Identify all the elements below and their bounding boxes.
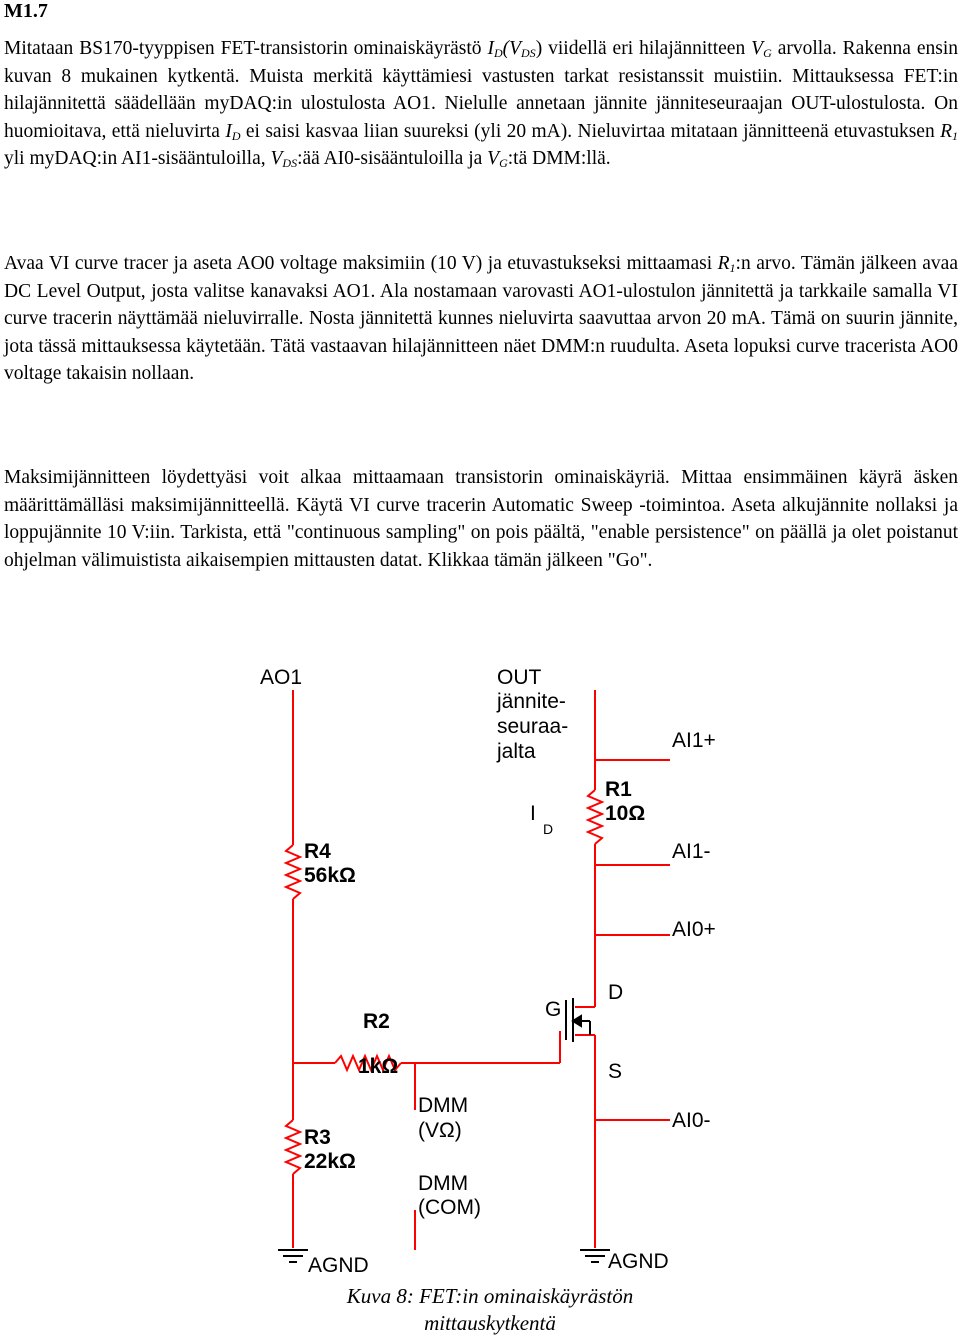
caption-line-1: Kuva 8: FET:in ominaiskäyrästön: [346, 1284, 634, 1308]
label-dmm-v: DMM: [418, 1094, 469, 1117]
label-ai1-minus: AI1-: [672, 840, 711, 863]
label-out-line3: seuraa-: [497, 715, 569, 738]
label-dmm-com: DMM: [418, 1172, 469, 1195]
label-agnd-right: AGND: [608, 1250, 669, 1273]
label-ai0-minus: AI0-: [672, 1109, 711, 1132]
label-dmm-com-sub: (COM): [418, 1196, 481, 1219]
label-r3: R3: [304, 1126, 331, 1149]
paragraph-measure-curves: Maksimijännitteen löydettyäsi voit alkaa mittaamaan transistorin ominaiskäyriä. Mittaa ensimmäinen käyrä äsken määrittämälläsi maksimijännitteellä. Käytä VI curve tracerin Automatic Sweep -toimintoa. Aseta alkujännite nollaksi ja loppujännite 10 V:iin. Tarkista, että "continuous sampling" on pois päältä, "enable persistence" on päällä ja olet poistanut ohjelman välimuistista aikaisempien mittausten datat. Klikkaa tämän jälkeen "Go".: [4, 467, 958, 571]
label-gate: G: [545, 998, 562, 1021]
label-r4-value: 56kΩ: [304, 864, 356, 887]
label-r1: R1: [605, 778, 632, 801]
section-heading: M1.7: [4, 0, 48, 22]
label-r2: R2: [363, 1010, 390, 1033]
label-ao1: AO1: [260, 666, 303, 689]
figure-caption: [300, 1283, 680, 1337]
label-source: S: [608, 1060, 623, 1083]
label-out: OUT: [497, 666, 542, 689]
label-id-i: I: [530, 802, 536, 825]
label-agnd-left: AGND: [308, 1254, 369, 1277]
label-out-line4: jalta: [497, 740, 536, 763]
label-r1-value: 10Ω: [605, 802, 646, 825]
label-r3-value: 22kΩ: [304, 1150, 356, 1173]
label-drain: D: [608, 981, 624, 1004]
label-ai1-plus: AI1+: [672, 729, 716, 752]
label-id-d: D: [543, 821, 554, 837]
label-out-line2: jännite-: [497, 690, 566, 713]
label-r4: R4: [304, 840, 331, 863]
paragraph-intro: Mitataan BS170-tyyppisen FET-transistorin ominaiskäyrästö $I_D(V_{DS})$ viidellä eri hilajännitteen $V_G$ arvolla. Rakenna ensin kuvan 8 mukainen kytkentä. Muista merkitä käyttämiesi vastusten tarkat resistanssit muistiin. Mittauksessa FET:in hilajännitettä säädellään myDAQ:in ulostulosta AO1. Nielulle annetaan jännite jänniteseuraajan OUT-ulostulosta. On huomioitava, että nieluvirta $I_D$ ei saisi kasvaa liian suureksi (yli 20 mA). Nieluvirtaa mitataan jännitteenä etuvastuksen $R_1$ yli myDAQ:in AI1-sisääntuloilla, $V_{DS}:ää$ AI0-sisääntuloilla ja $V_G:tä$ DMM:llä.: [4, 38, 958, 170]
circuit-diagram: [0, 640, 960, 1280]
caption-line-2: mittauskytkentä: [424, 1311, 556, 1335]
label-dmm-v-sub: (VΩ): [418, 1119, 462, 1142]
paragraph-max-voltage: Avaa VI curve tracer ja aseta AO0 voltage maksimiin (10 V) ja etuvastukseksi mittaamasi $R_1:n$ arvo. Tämän jälkeen avaa DC Level Output, josta valitse kanavaksi AO1. Ala nostamaan varovasti AO1-ulostulon jännitettä ja tarkkaile samalla VI curve tracerin näyttämää nieluvirralle. Nosta jännitettä kunnes nieluvirta saavuttaa arvon 20 mA. Tämä on suurin jännite, jota tässä mittauksessa käytetään. Tätä vastaavan hilajännitteen näet DMM:n ruudulta. Aseta lopuksi curve tracerista AO0 voltage takaisin nollaan.: [4, 253, 958, 384]
label-ai0-plus: AI0+: [672, 918, 716, 941]
label-r2-value: 1kΩ: [358, 1055, 399, 1078]
